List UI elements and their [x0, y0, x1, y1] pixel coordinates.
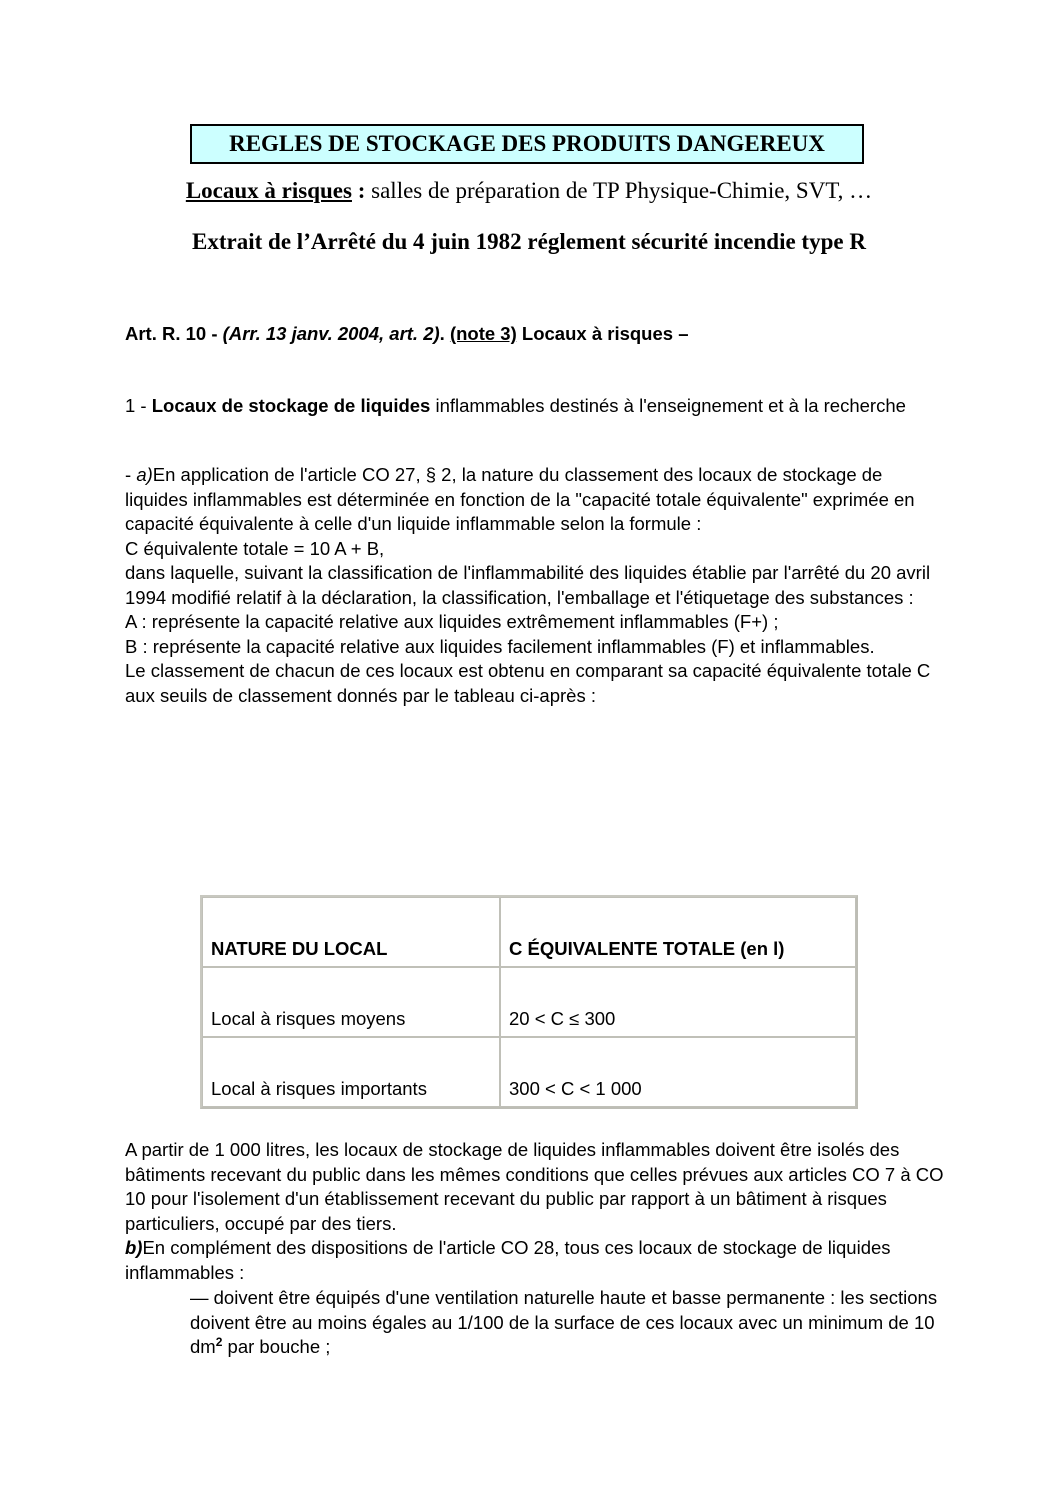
bullet-item: [190, 1286, 940, 1360]
table-cell: Local à risques importants: [202, 1037, 500, 1107]
table-cell: 20 < C ≤ 300: [500, 967, 856, 1037]
section-1-heading: [125, 394, 945, 419]
text-line: dans laquelle, suivant la classification de l'inflammabilité des liquides établie par l'arrêté du 20 avril 1994 modifié relatif à la déclaration, la classification, l'emballage et l'étiquetage des substances :: [125, 562, 931, 608]
section-rest: inflammables destinés à l'enseignement et à la recherche: [430, 395, 906, 416]
definition-a: A : représente la capacité relative aux liquides extrêmement inflammables (F+) ;: [125, 611, 779, 632]
bullet-tail: par bouche ;: [222, 1336, 331, 1357]
article-heading: [125, 322, 945, 347]
formula-line: C équivalente totale = 10 A + B,: [125, 537, 385, 559]
document-title: REGLES DE STOCKAGE DES PRODUITS DANGEREUX: [190, 124, 864, 164]
paragraph-after-table: [125, 1138, 945, 1285]
note-link[interactable]: (note 3): [449, 323, 517, 344]
marker-a: a): [136, 464, 153, 485]
table-header-cell: C ÉQUIVALENTE TOTALE (en l): [500, 897, 856, 967]
paragraph-a-line: [125, 463, 945, 537]
table-row: [202, 1037, 856, 1107]
table-header-row: [202, 897, 856, 967]
article-prefix: Art. R. 10 -: [125, 323, 223, 344]
extract-heading: Extrait de l’Arrêté du 4 juin 1982 réglement sécurité incendie type R: [192, 229, 866, 254]
table-row: [202, 967, 856, 1037]
paragraph-a: [125, 463, 945, 708]
text-line: En application de l'article CO 27, § 2, la nature du classement des locaux de stockage de liquides inflammables est déterminée en fonction de la "capacité totale équivalente" exprimée en capacité équivalente à celle d'un liquide inflammable selon la formule :: [125, 464, 915, 534]
article-reference: (Arr. 13 janv. 2004, art. 2): [222, 323, 440, 344]
text-line: En complément des dispositions de l'article CO 28, tous ces locaux de stockage de liquides inflammables :: [125, 1237, 891, 1283]
article-dot: .: [439, 323, 450, 344]
text-line: Le classement de chacun de ces locaux est obtenu en comparant sa capacité équivalente totale C aux seuils de classement donnés par le tableau ci-après :: [125, 660, 931, 706]
article-title: Locaux à risques –: [516, 323, 689, 344]
lead-dash: -: [125, 464, 137, 485]
superscript: 2: [215, 1334, 223, 1349]
subtitle: [0, 176, 1058, 206]
text-line: A partir de 1 000 litres, les locaux de stockage de liquides inflammables doivent être isolés des bâtiments recevant du public dans les mêmes conditions que celles prévues aux articles CO 7 à CO 10 pour l'isolement d'un établissement recevant du public par rapport à un bâtiment à risques particuliers, occupé par des tiers.: [125, 1139, 944, 1234]
classification-table: [200, 895, 858, 1109]
table-header-cell: NATURE DU LOCAL: [202, 897, 500, 967]
subtitle-label: Locaux à risques: [185, 178, 352, 203]
bullet-text: — doivent être équipés d'une ventilation naturelle haute et basse permanente : les sections doivent être au moins égales au 1/100 de la surface de ces locaux avec un minimum de 10 dm: [190, 1287, 938, 1357]
marker-b: b): [125, 1237, 143, 1258]
subtitle-colon: :: [351, 178, 366, 203]
subtitle-text: salles de préparation de TP Physique-Chimie, SVT, …: [365, 178, 873, 203]
definition-b: B : représente la capacité relative aux liquides facilement inflammables (F) et inflammables.: [125, 635, 875, 657]
table-cell: 300 < C < 1 000: [500, 1037, 856, 1107]
section-bold: Locaux de stockage de liquides: [151, 395, 431, 416]
section-number: 1 -: [125, 395, 152, 416]
paragraph-b: [125, 1236, 945, 1285]
table-cell: Local à risques moyens: [202, 967, 500, 1037]
